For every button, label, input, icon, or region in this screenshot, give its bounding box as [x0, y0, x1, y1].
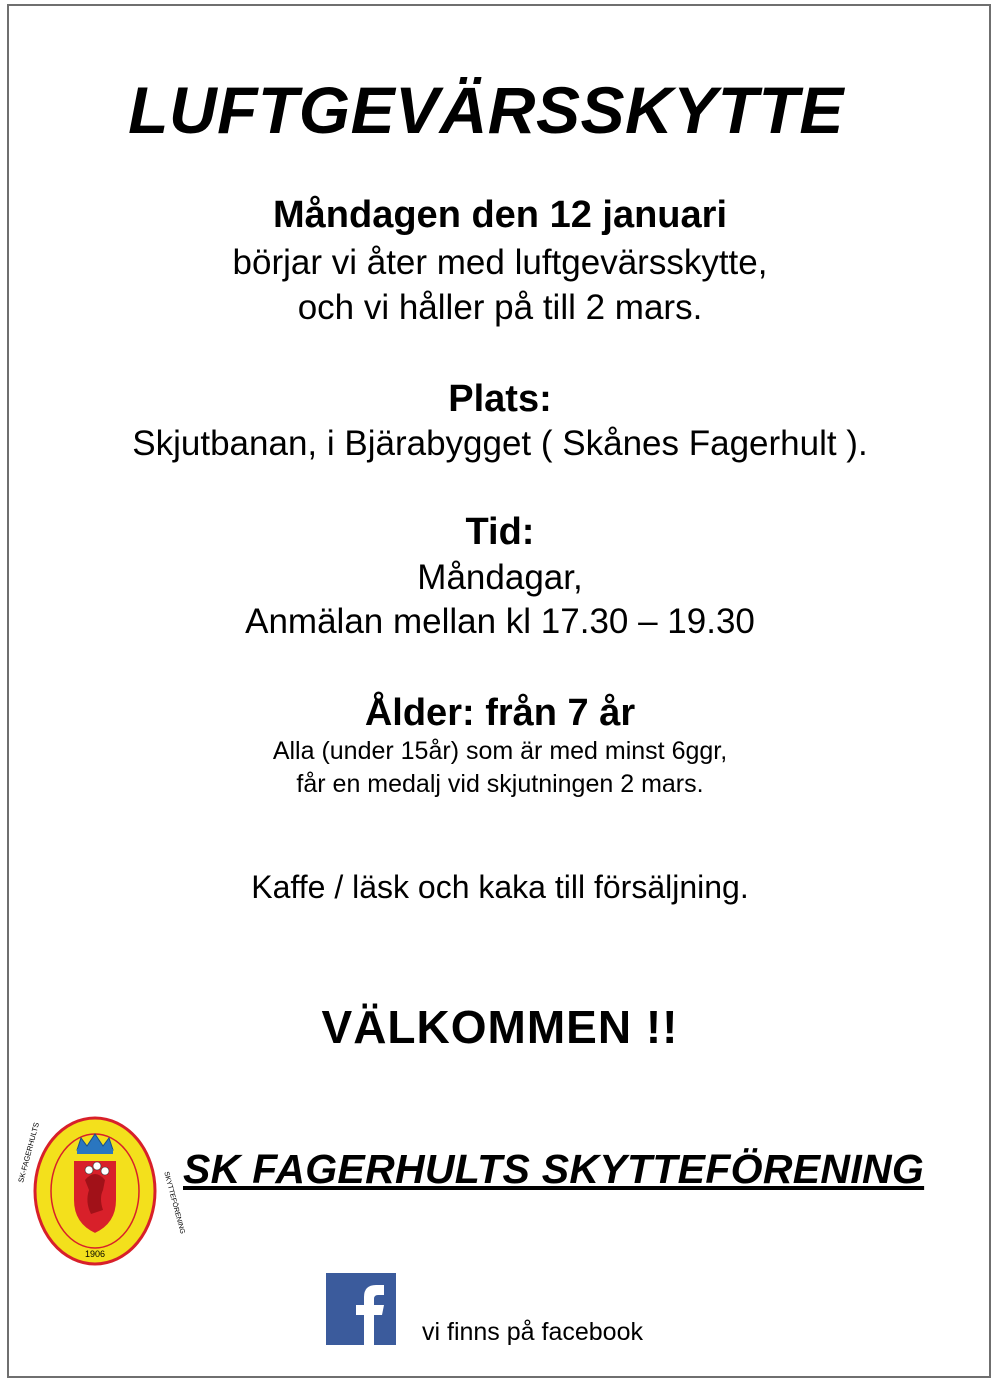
- welcome-text: VÄLKOMMEN !!: [321, 1001, 679, 1053]
- logo-right-text: SKYTTEFÖRENING: [162, 1170, 186, 1235]
- club-emblem-icon: [16, 1116, 186, 1266]
- age-line-1: Alla (under 15år) som är med minst 6ggr,: [272, 737, 728, 765]
- logo-year: 1906: [84, 1249, 106, 1259]
- intro-line-2: och vi håller på till 2 mars.: [297, 288, 703, 327]
- club-name: SK FAGERHULTS SKYTTEFÖRENING: [183, 1146, 925, 1192]
- age-line-2: får en medalj vid skjutningen 2 mars.: [296, 770, 704, 798]
- date-heading: Måndagen den 12 januari: [273, 194, 727, 236]
- age-heading: Ålder: från 7 år: [364, 692, 636, 734]
- facebook-icon[interactable]: [326, 1273, 396, 1345]
- place-heading: Plats:: [448, 378, 552, 420]
- place-text: Skjutbanan, i Bjärabygget ( Skånes Fagerhult ).: [132, 424, 868, 463]
- logo-left-text: SK-FAGERHULTS: [16, 1121, 42, 1184]
- time-line-2: Anmälan mellan kl 17.30 – 19.30: [245, 602, 755, 641]
- intro-line-1: börjar vi åter med luftgevärsskytte,: [232, 243, 768, 282]
- time-heading: Tid:: [465, 511, 535, 553]
- refreshments-text: Kaffe / läsk och kaka till försäljning.: [251, 869, 749, 905]
- poster-title: LUFTGEVÄRSSKYTTE: [128, 73, 844, 147]
- time-line-1: Måndagar,: [417, 558, 583, 597]
- facebook-text[interactable]: vi finns på facebook: [422, 1318, 643, 1346]
